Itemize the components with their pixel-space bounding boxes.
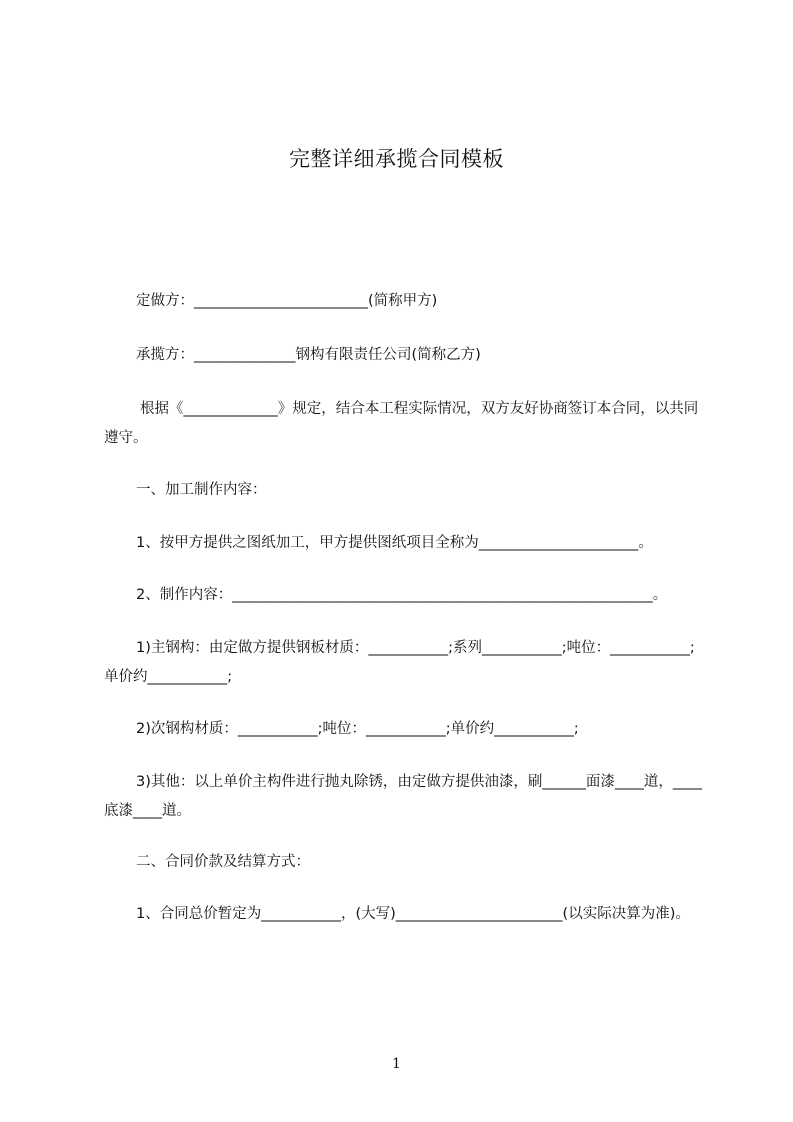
clause-1-2: 2、制作内容：__________________________________________________________。	[136, 587, 668, 603]
party-a-line: 定做方：________________________(简称甲方)	[136, 293, 438, 309]
clause-2-1: 1、合同总价暂定为___________，(大写)_______________________(以实际决算为准)。	[136, 906, 690, 922]
section-2-heading: 二、合同价款及结算方式：	[136, 854, 310, 870]
clause-other: 3)其他：以上单价主构件进行抛丸除锈，由定做方提供油漆，刷______面漆____道，____底漆____道。	[104, 774, 702, 819]
party-b-line: 承揽方：______________钢构有限责任公司(简称乙方)	[136, 347, 481, 363]
clause-1-1: 1、按甲方提供之图纸加工，甲方提供图纸项目全称为______________________。	[136, 535, 653, 551]
section-1-heading: 一、加工制作内容：	[136, 482, 267, 498]
clause-main-steel: 1)主钢构：由定做方提供钢板材质：___________;系列___________;吨位：___________;单价约___________;	[104, 640, 695, 685]
document-title: 完整详细承揽合同模板	[289, 147, 504, 171]
preamble-paragraph: 根据《_____________》规定，结合本工程实际情况，双方友好协商签订本合同，以共同遵守。	[104, 401, 699, 446]
clause-secondary-steel: 2)次钢构材质：___________;吨位：___________;单价约___________;	[136, 721, 579, 737]
page-number: 1	[392, 1056, 401, 1072]
